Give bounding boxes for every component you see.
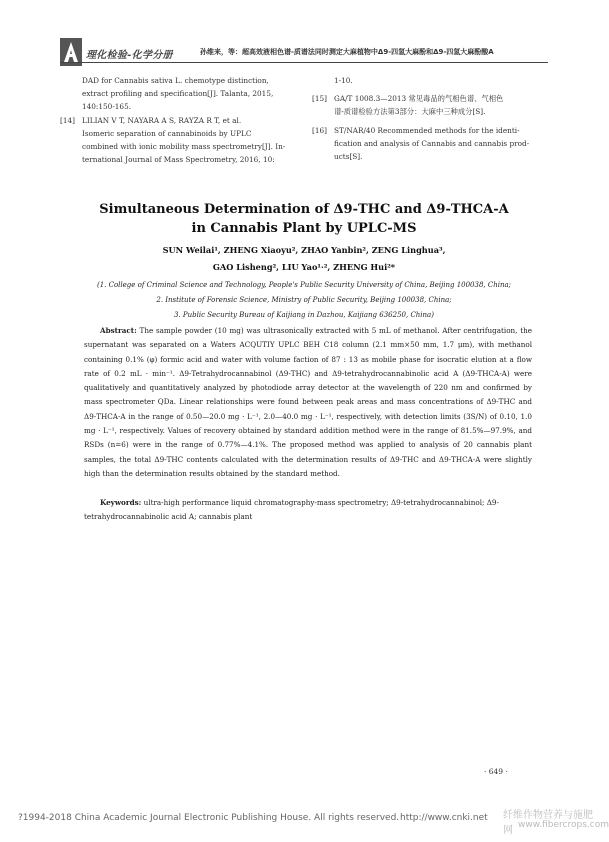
reference-line: Isomeric separation of cannabinoids by UPLC — [82, 129, 252, 138]
author-line: SUN Weilai¹, ZHENG Xiaoyu², ZHAO Yanbin², ZENG Linghua³, — [162, 245, 446, 255]
reference-line: 1-10. — [334, 76, 353, 85]
reference-line: LILIAN V T, NAYARA A S, RAYZA R T, et al. — [82, 116, 242, 125]
reference-number: [15] — [312, 94, 327, 103]
author-list — [60, 242, 548, 276]
abstract — [84, 324, 532, 481]
title-line: in Cannabis Plant by UPLC-MS — [191, 221, 417, 236]
abstract-label: Abstract: — [100, 326, 137, 335]
watermark-url: www.fibercrops.com — [518, 820, 609, 830]
footer-url[interactable]: http://www.cnki.net — [400, 813, 488, 823]
affiliation-line: 3. Public Security Bureau of Kaijiang in Dazhou, Kaijiang 636250, China) — [174, 311, 434, 319]
running-title: 孙维来，等：超高效液相色谱-质谱法同时测定大麻植物中Δ9-四氢大麻酚和Δ9-四氢大麻酚酸A — [200, 48, 494, 56]
reference-line: 谱-质谱检验方法第3部分：大麻中三种成分[S]. — [334, 107, 486, 116]
page-number: · 649 · — [484, 767, 508, 776]
paper-title — [60, 200, 548, 238]
header-rule — [60, 62, 548, 63]
keywords-label: Keywords: — [100, 498, 142, 507]
reference-number: [16] — [312, 126, 327, 135]
reference-line: combined with ionic mobility mass spectrometry[J]. In- — [82, 142, 286, 151]
reference-line: extract profiling and specification[J]. Talanta, 2015, — [82, 89, 274, 98]
reference-line: fication and analysis of Cannabis and cannabis prod- — [334, 139, 530, 148]
watermark-text: 纤维作物营养与施肥网 — [503, 810, 593, 836]
abstract-text: The sample powder (10 mg) was ultrasonically extracted with 5 mL of methanol. After centrifugation, the supernatant was separated on a Waters ACQUTIY UPLC BEH C18 column (2.1 mm×50 mm, 1.7 μm), with methanol containing 0.1% (φ) formic acid and water with volume faction of 87 : 13 as mobile phase for isocratic elution at a flow rate of 0.2 mL · min⁻¹. Δ9-Tetrahydrocannabinol (Δ9-THC) and Δ9-tetrahydrocannabinolic acid A (Δ9-THCA-A) were qualitatively and quantitatively analyzed by photodiode array detector at the wavelength of 220 nm and confirmed by mass spectrometer QDa. Linear relationships were found between peak areas and mass concentrations of Δ9-THC and Δ9-THCA-A in the range of 0.50—20.0 mg · L⁻¹, 2.0—40.0 mg · L⁻¹, respectively, with detection limits (3S/N) of 0.10, 1.0 mg · L⁻¹, respectively. Values of recovery obtained by standard addition method were in the range of 81.5%—97.9%, and RSDs (n=6) were in the range of 0.77%—4.1%. The proposed method was applied to analysis of 20 cannabis plant samples, the total Δ9-THC contents calculated with the determination results of Δ9-THC and Δ9-THCA-A were slightly high than the determination results obtained by the standard method. — [84, 326, 532, 478]
reference-line: ternational Journal of Mass Spectrometry, 2016, 10: — [82, 155, 275, 164]
keywords — [84, 496, 532, 525]
journal-name: 理化检验-化学分册 — [86, 50, 173, 61]
reference-line: ST/NAR/40 Recommended methods for the identi- — [334, 126, 520, 135]
keywords-text: ultra-high performance liquid chromatography-mass spectrometry; Δ9-tetrahydrocannabinol; Δ9-tetrahydrocannabinolic acid A; cannabis plant — [84, 498, 499, 522]
affiliation-line: 2. Institute of Forensic Science, Ministry of Public Security, Beijing 100038, China; — [156, 296, 452, 304]
reference-number: [14] — [60, 116, 75, 125]
copyright-footer: ?1994-2018 China Academic Journal Electronic Publishing House. All rights reserved. — [18, 813, 400, 823]
title-line: Simultaneous Determination of Δ9-THC and Δ9-THCA-A — [99, 202, 509, 217]
reference-line: GA/T 1008.3—2013 常见毒品的气相色谱、气相色 — [334, 94, 504, 103]
reference-line: 140:150-165. — [82, 102, 132, 111]
affiliations — [60, 278, 548, 323]
reference-line: ucts[S]. — [334, 152, 363, 161]
affiliation-line: (1. College of Criminal Science and Technology, People's Public Security University of China, Beijing 100038, China; — [96, 281, 512, 289]
author-line: GAO Lisheng², LIU Yao¹·², ZHENG Hui²* — [212, 262, 396, 272]
reference-line: DAD for Cannabis sativa L. chemotype distinction, — [82, 76, 269, 85]
